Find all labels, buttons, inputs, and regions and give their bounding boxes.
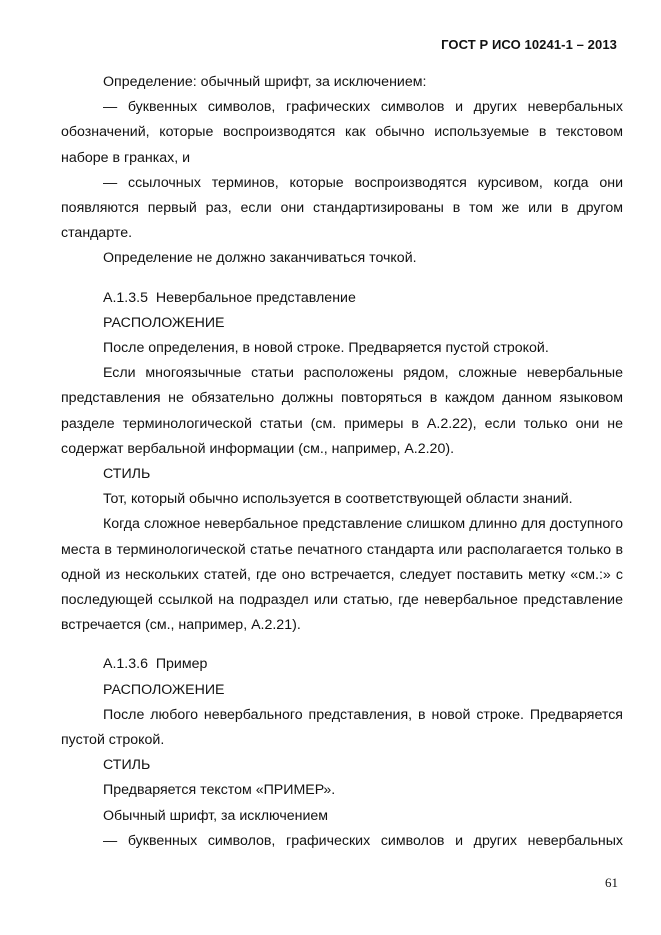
- paragraph: Обычный шрифт, за исключением: [103, 807, 329, 824]
- paragraph: Когда сложное невербальное представление слишком длинно для доступного места в терминологической статье печатного стандарта или располагается только в одной из нескольких статей, где оно встречается, следует поставить метку «см.:» с последующей ссылкой на подраздел или статью, где невербальное представление встречается (см., например, А.2.21).: [61, 516, 623, 634]
- subheading: РАСПОЛОЖЕНИЕ: [103, 314, 225, 331]
- paragraph: Предваряется текстом «ПРИМЕР».: [103, 782, 336, 799]
- subheading: РАСПОЛОЖЕНИЕ: [103, 681, 225, 698]
- section-heading: А.1.3.5 Невербальное представление: [103, 289, 356, 306]
- section-heading: А.1.3.6 Пример: [103, 656, 208, 673]
- page-body: [61, 70, 623, 854]
- paragraph: Определение: обычный шрифт, за исключением:: [103, 74, 427, 90]
- paragraph: Если многоязычные статьи расположены рядом, сложные невербальные представления не обязательно должны повторяться в каждом данном языковом разделе терминологической статьи (см. примеры в А.2.22), если только они не содержат вербальной информации (см., например, А.2.20).: [61, 365, 623, 457]
- paragraph: Определение не должно заканчиваться точкой.: [103, 250, 417, 267]
- subheading: СТИЛЬ: [103, 466, 151, 483]
- paragraph: Тот, который обычно используется в соответствующей области знаний.: [103, 491, 573, 508]
- page-number: 61: [605, 875, 618, 890]
- paragraph: После определения, в новой строке. Предваряется пустой строкой.: [103, 340, 549, 357]
- paragraph: После любого невербального представления, в новой строке. Предваряется пустой строкой.: [61, 706, 623, 749]
- subheading: СТИЛЬ: [103, 757, 151, 774]
- list-item: — буквенных символов, графических символов и других невербальных: [103, 832, 623, 849]
- document-header: ГОСТ Р ИСО 10241-1 – 2013: [441, 37, 617, 52]
- list-item: — ссылочных терминов, которые воспроизводятся курсивом, когда они появляются первый раз, если они стандартизированы в том же или в другом стандарте.: [61, 174, 623, 242]
- list-item: — буквенных символов, графических символов и других невербальных обозначений, которые воспроизводятся как обычно используемые в текстовом наборе в гранках, и: [61, 99, 623, 166]
